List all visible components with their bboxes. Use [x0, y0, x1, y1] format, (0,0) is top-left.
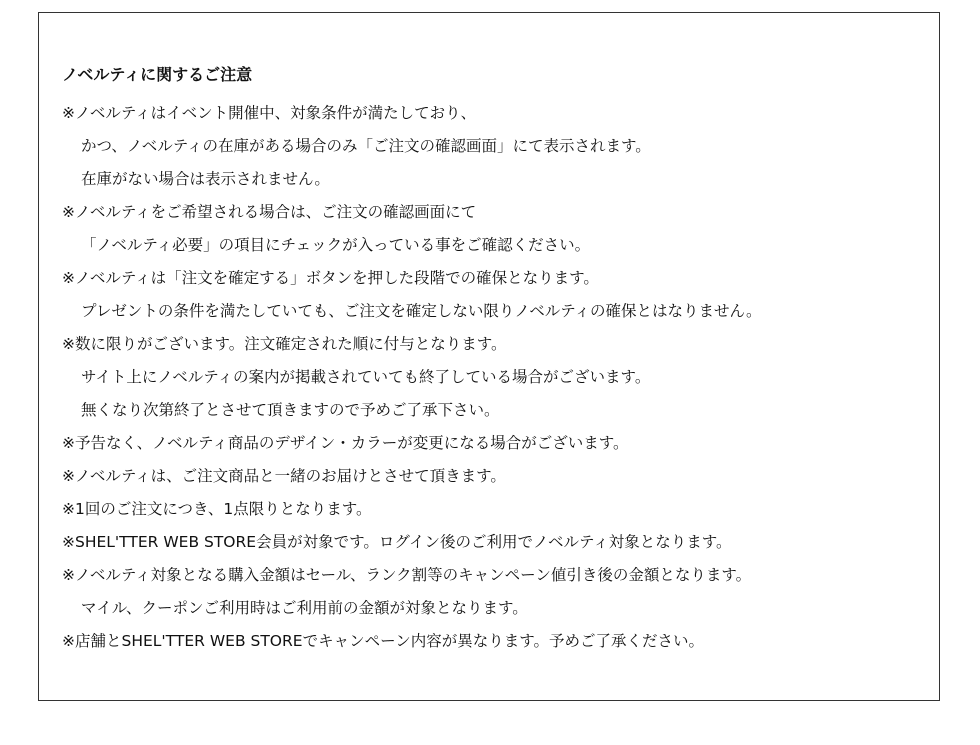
notice-line: 在庫がない場合は表示されません。: [81, 170, 330, 188]
notice-line: ※ノベルティはイベント開催中、対象条件が満たしており、: [62, 104, 477, 122]
notice-line: ※店舗とSHEL'TTER WEB STOREでキャンペーン内容が異なります。予めご了承ください。: [62, 632, 705, 650]
notice-line: サイト上にノベルティの案内が掲載されていても終了している場合がございます。: [81, 368, 651, 386]
notice-title: ノベルティに関するご注意: [62, 65, 253, 84]
notice-line: マイル、クーポンご利用時はご利用前の金額が対象となります。: [81, 599, 528, 617]
notice-line: ※1回のご注文につき、1点限りとなります。: [62, 500, 372, 518]
notice-line: ※ノベルティは「注文を確定する」ボタンを押した段階での確保となります。: [62, 269, 599, 287]
notice-line: ※ノベルティ対象となる購入金額はセール、ランク割等のキャンペーン値引き後の金額となります。: [62, 566, 752, 584]
notice-line: ※数に限りがございます。注文確定された順に付与となります。: [62, 335, 507, 353]
notice-line: ※ノベルティをご希望される場合は、ご注文の確認画面にて: [62, 203, 477, 221]
notice-line: 無くなり次第終了とさせて頂きますので予めご了承下さい。: [81, 401, 500, 419]
notice-line: 「ノベルティ必要」の項目にチェックが入っている事をご確認ください。: [81, 236, 591, 254]
notice-line: プレゼントの条件を満たしていても、ご注文を確定しない限りノベルティの確保とはなりません。: [81, 302, 762, 320]
notice-line: ※ノベルティは、ご注文商品と一緒のお届けとさせて頂きます。: [62, 467, 506, 485]
notice-line: かつ、ノベルティの在庫がある場合のみ「ご注文の確認画面」にて表示されます。: [81, 137, 651, 155]
novelty-notice-box: [38, 12, 940, 701]
notice-line: ※SHEL'TTER WEB STORE会員が対象です。ログイン後のご利用でノベルティ対象となります。: [62, 533, 732, 551]
notice-list: [62, 97, 761, 658]
notice-line: ※予告なく、ノベルティ商品のデザイン・カラーが変更になる場合がございます。: [62, 434, 629, 452]
